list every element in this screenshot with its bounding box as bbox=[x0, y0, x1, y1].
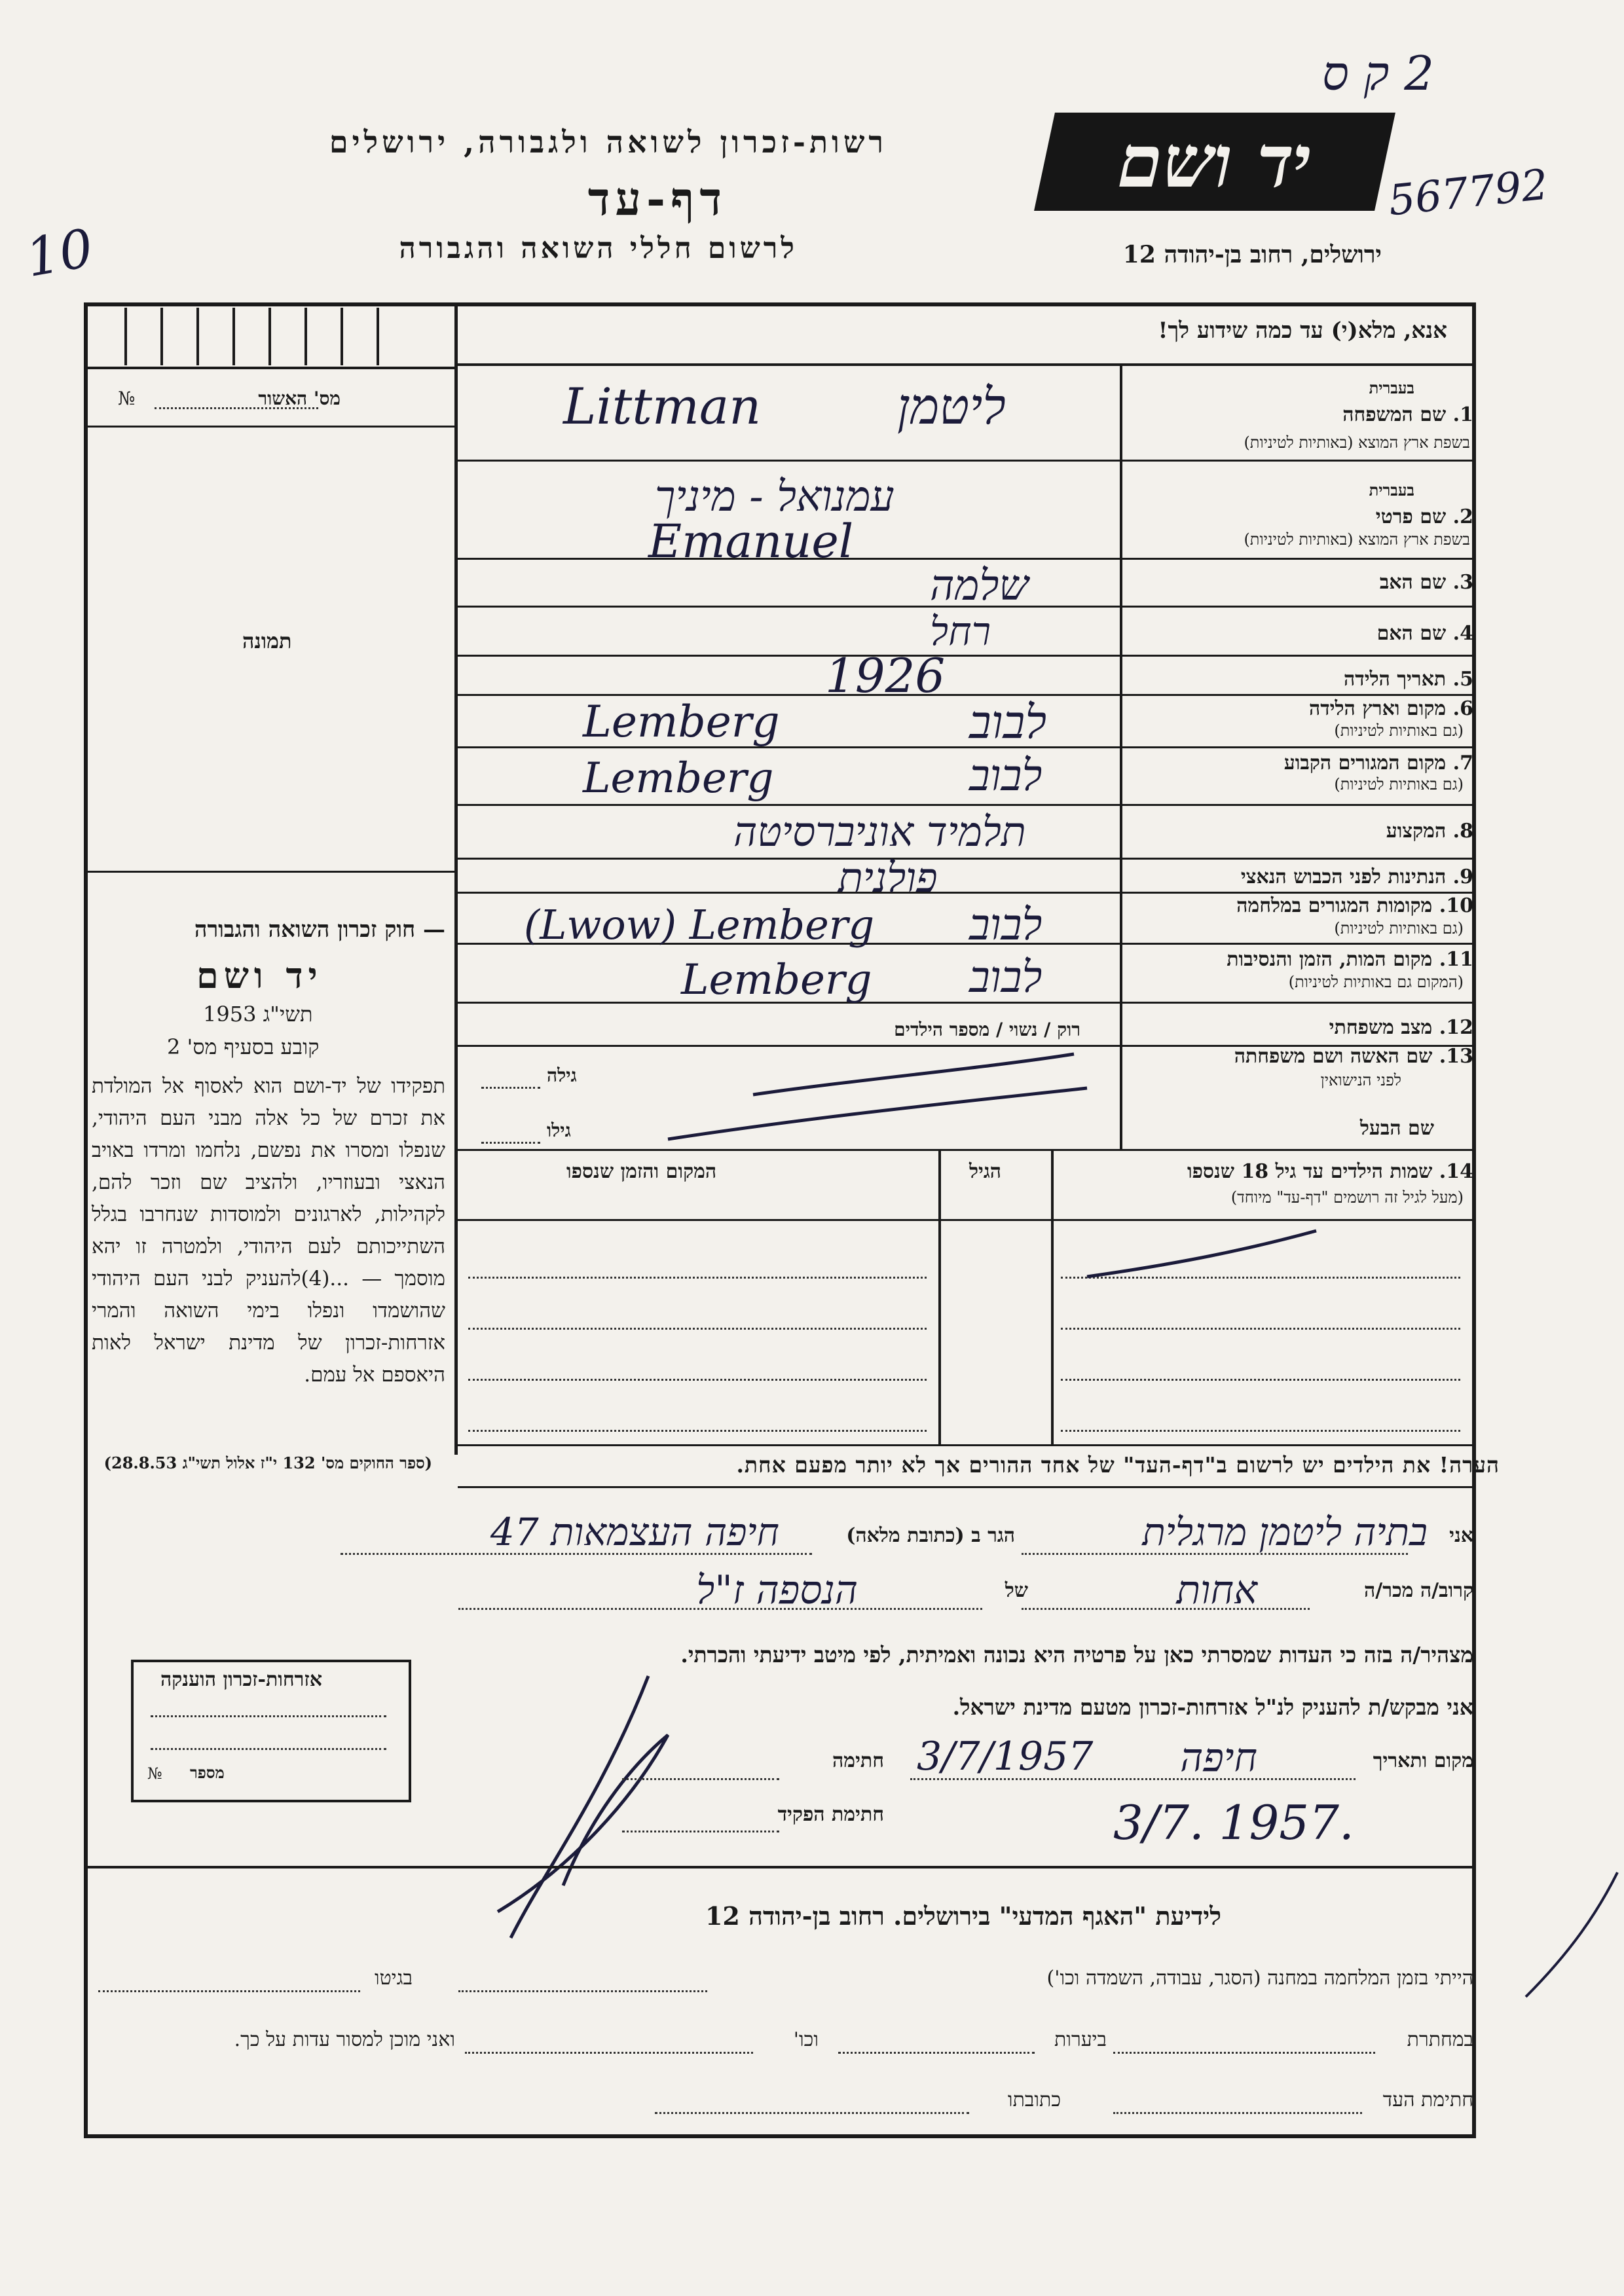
citizenship-no-label: מספר bbox=[190, 1763, 225, 1782]
field-11-note: (המקום גם באותיות לטיניות) bbox=[1288, 973, 1464, 991]
law-source: (ספר החוקים מס' 132 י"ז אלול תשי"ג 28.8.53) bbox=[103, 1453, 432, 1472]
children-note: (מעל לגיל זה רושמים "דף-עד" מיוחד) bbox=[1230, 1188, 1464, 1207]
law-year: תשי"ג 1953 bbox=[203, 1002, 313, 1027]
field-10-note: (גם באותיות לטיניות) bbox=[1334, 919, 1464, 938]
firstname-he: עמנואל - מיניך bbox=[655, 473, 895, 521]
birthplace-lat: Lemberg bbox=[583, 697, 780, 747]
of-label: של bbox=[1005, 1579, 1028, 1602]
official-signature-label: חתימת הפקיד bbox=[777, 1803, 884, 1826]
address: ירושלים, רחוב בן-יהודה 12 bbox=[1122, 241, 1382, 268]
declarant-address: חיפה העצמאות 47 bbox=[490, 1510, 779, 1554]
photo-label: תמונה bbox=[242, 629, 292, 653]
death-place-lat: Lemberg bbox=[681, 956, 872, 1004]
residence-lat: Lemberg bbox=[583, 754, 774, 803]
form-title: דף-עד bbox=[587, 172, 727, 226]
statement: מצהיר/ה בזה כי העדות שמסרתי כאן על פרטיה היא נכונה ואמיתית, לפי מיטב ידיעתי והכרתי. bbox=[680, 1642, 1473, 1667]
field-6-label: 6. מקום וארץ הלידה bbox=[1308, 697, 1473, 720]
field-13-label: 13. שם האשה ושם משפחתה bbox=[1234, 1045, 1473, 1068]
relation-label: קרוב/ה מכר/ה bbox=[1364, 1579, 1473, 1602]
wartime-residence-lat: (Lwow) Lemberg bbox=[524, 901, 875, 949]
wartime-residence-he: לבוב bbox=[969, 900, 1043, 950]
children-col-place: המקום והזמן שנספו bbox=[566, 1160, 717, 1183]
field-4-label: 4. שם האם bbox=[1376, 622, 1473, 645]
request: אני מבקש/ת להעניק לנ"ל אזרחות-זכרון מטעם מדינת ישראל. bbox=[952, 1694, 1473, 1720]
field-11-label: 11. מקום המות, הזמן והנסיבות bbox=[1227, 948, 1473, 971]
of-value: הנספה ז"ל bbox=[696, 1567, 858, 1613]
birthplace-he: לבוב bbox=[969, 695, 1047, 749]
handwritten-number: 567792 bbox=[1386, 160, 1551, 226]
husband-label: שם הבעל bbox=[1359, 1117, 1434, 1140]
yad-vashem-logo: יד ושם bbox=[1034, 113, 1395, 211]
nationality: פולנית bbox=[838, 854, 938, 902]
declaration-i: אני bbox=[1449, 1524, 1473, 1547]
org-line: רשות-זכרון לשואה ולגבורה, ירושלים bbox=[329, 124, 887, 160]
law-clause: קובע בסעיף מס' 2 bbox=[167, 1034, 320, 1059]
field-7-note: (גם באותיות לטיניות) bbox=[1334, 775, 1464, 793]
place-date-label: מקום ותאריך bbox=[1373, 1749, 1473, 1772]
footer-line1: הייתי בזמן המלחמה במחנה (הסגר, עבודה, השמדה וכו') bbox=[1046, 1967, 1473, 1990]
declaration-residing: הגר ב (כתובת מלאה) bbox=[846, 1524, 1015, 1547]
footer-line2-end: ואני מוכן למסור עדות על כך. bbox=[234, 2028, 455, 2051]
field-2-note: בשפת ארץ המוצא (באותיות לטיניות) bbox=[1244, 530, 1470, 549]
death-place-he: לבוב bbox=[969, 952, 1043, 1002]
wife-age-label: גילה bbox=[547, 1065, 577, 1086]
relation-value: אחות bbox=[1176, 1567, 1257, 1613]
marital-options: רוק / נשוי / מספר הילדים bbox=[894, 1019, 1080, 1040]
father-name: שלמה bbox=[930, 562, 1029, 610]
signature-label: חתימה bbox=[832, 1749, 884, 1772]
field-5-label: 5. תאריך הלידה bbox=[1344, 668, 1473, 691]
surname-lat: Littman bbox=[563, 377, 762, 435]
profession: תלמיד אוניברסיטה bbox=[733, 808, 1026, 856]
law-title: — חוק זכרון השואה והגבורה bbox=[194, 917, 445, 943]
field-2-lang: בעברית bbox=[1369, 481, 1414, 500]
place-value: חיפה bbox=[1180, 1735, 1257, 1781]
cert-no-label: מס' האשור bbox=[258, 388, 341, 409]
footer-line1-end: בגיטו bbox=[374, 1967, 413, 1990]
handwritten-code: 2 ק ס bbox=[1321, 46, 1434, 101]
official-date: 3/7. 1957. bbox=[1113, 1795, 1354, 1850]
field-2-label: 2. שם פרטי bbox=[1375, 505, 1473, 528]
remark: הערה! את הילדים יש לרשום ב"דף-העד" של אחד ההורים אך לא יותר מפעם אחת. bbox=[736, 1452, 1500, 1478]
residence-he: לבוב bbox=[969, 750, 1043, 801]
date-value: 3/7/1957 bbox=[917, 1734, 1094, 1779]
field-7-label: 7. מקום המגורים הקבוע bbox=[1283, 752, 1473, 774]
field-3-label: 3. שם האב bbox=[1379, 571, 1473, 594]
footer-line2-b: ביערות bbox=[1054, 2028, 1107, 2051]
handwritten-mark: 10 bbox=[21, 217, 98, 289]
field-6-note: (גם באותיות לטיניות) bbox=[1334, 721, 1464, 740]
firstname-lat: Emanuel bbox=[648, 515, 854, 568]
footer-line3-a: חתימת העד bbox=[1382, 2088, 1473, 2111]
field-9-label: 9. הנתינות לפני הכבוש הנאצי bbox=[1240, 866, 1473, 888]
field-12-label: 12. מצב משפחתי bbox=[1329, 1016, 1473, 1039]
law-text: תפקידו של יד-ושם הוא לאסוף אל המולדת את זכרם של כל אלה מבני העם היהודי, שנפלו ומסרו את נפשם, נלחמו ומרדו באויב הנאצי ובעוזריו, ולהציב שם וזכר להם, לקהילות, לארגונים ולמוסדות שנחרבו בגלל השתייכותם לעם היהודי, ולמטרה זו יהא מוסמך — ...(4)להעניק לבני העם היהודי שהושמדו ונפלו בימי השואה והמרי אזרחות-זכרון של מדינת ישראל לאות היאספם אל עמם. bbox=[92, 1074, 445, 1387]
footer-line2-a: במחתרת bbox=[1407, 2028, 1473, 2051]
birth-date: 1926 bbox=[825, 648, 946, 703]
law-name: יד ושם bbox=[196, 955, 323, 996]
declarant-name: בתיה ליטמן מרגלית bbox=[1142, 1510, 1428, 1554]
husband-age-label: גילו bbox=[547, 1120, 571, 1141]
surname-he: ליטמן bbox=[897, 377, 1006, 435]
footer-line2-c: וכו' bbox=[793, 2028, 819, 2051]
field-10-label: 10. מקומות המגורים במלחמה bbox=[1236, 894, 1473, 917]
cert-no-sign: № bbox=[118, 388, 136, 409]
citizenship-no-sign: № bbox=[147, 1764, 162, 1783]
field-1-label: 1. שם המשפחה bbox=[1342, 403, 1473, 426]
mother-name: רחל bbox=[930, 609, 991, 655]
form-subtitle: לרשום חללי השואה והגבורה bbox=[399, 232, 798, 265]
field-8-label: 8. המקצוע bbox=[1386, 820, 1473, 843]
field-1-lang: בעברית bbox=[1369, 378, 1414, 397]
field-1-note: בשפת ארץ המוצא (באותיות לטיניות) bbox=[1244, 433, 1470, 452]
field-13-note: לפני הנישואין bbox=[1320, 1071, 1401, 1089]
children-col-age: הגיל bbox=[969, 1160, 1002, 1183]
footer-title: לידיעת "האגף המדעי" בירושלים. רחוב בן-יהודה 12 bbox=[705, 1901, 1221, 1931]
children-label: 14. שמות הילדים עד גיל 18 שנספו bbox=[1187, 1160, 1473, 1183]
citizenship-box-title: אזרחות-זכרון הוענקה bbox=[160, 1668, 323, 1691]
intro-text: אנא, מלא(י) עד כמה שידוע לך! bbox=[1158, 318, 1447, 344]
footer-line3-b: כתובתו bbox=[1007, 2088, 1061, 2111]
